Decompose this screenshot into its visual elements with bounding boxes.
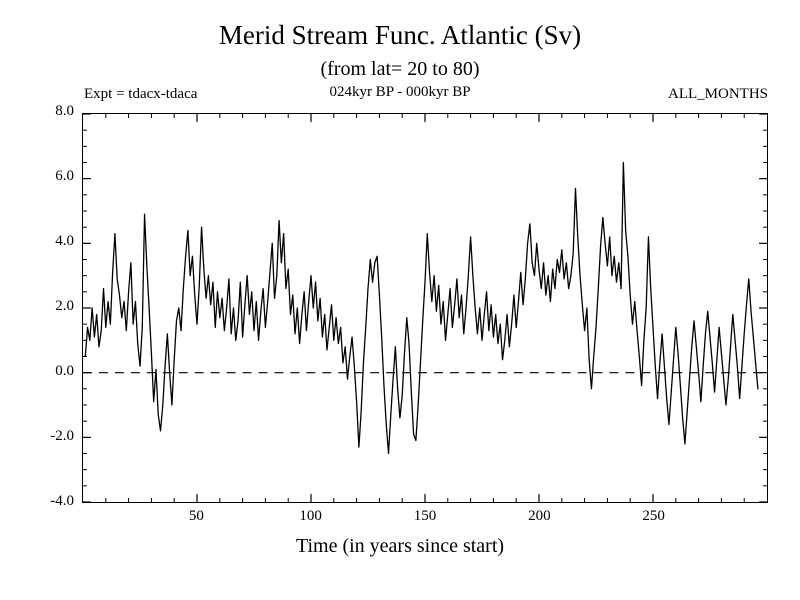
x-tick-label: 200 — [528, 508, 551, 524]
page-subtitle: (from lat= 20 to 80) — [320, 58, 480, 80]
y-tick-label: -2.0 — [50, 428, 74, 444]
x-tick-label: 50 — [188, 508, 204, 524]
x-axis-tick-marks — [106, 114, 744, 502]
months-label: ALL_MONTHS — [668, 86, 768, 102]
plot-area — [82, 113, 768, 503]
y-tick-label: 2.0 — [55, 298, 74, 314]
x-tick-label: 250 — [642, 508, 665, 524]
y-tick-label: -4.0 — [50, 493, 74, 509]
x-tick-label: 150 — [413, 508, 437, 524]
x-tick-label: 100 — [299, 508, 322, 524]
series-plot — [83, 114, 767, 502]
y-tick-label: 0.0 — [55, 363, 74, 379]
experiment-label: Expt = tdacx-tdaca — [84, 86, 198, 102]
y-tick-label: 4.0 — [55, 233, 74, 249]
y-tick-label: 6.0 — [55, 168, 74, 184]
page-title: Merid Stream Func. Atlantic (Sv) — [218, 20, 582, 50]
x-axis-label: Time (in years since start) — [295, 535, 505, 557]
data-line — [85, 163, 758, 454]
period-label: 024kyr BP - 000kyr BP — [329, 84, 471, 100]
y-tick-label: 8.0 — [55, 103, 74, 119]
y-axis-tick-marks — [83, 114, 767, 502]
